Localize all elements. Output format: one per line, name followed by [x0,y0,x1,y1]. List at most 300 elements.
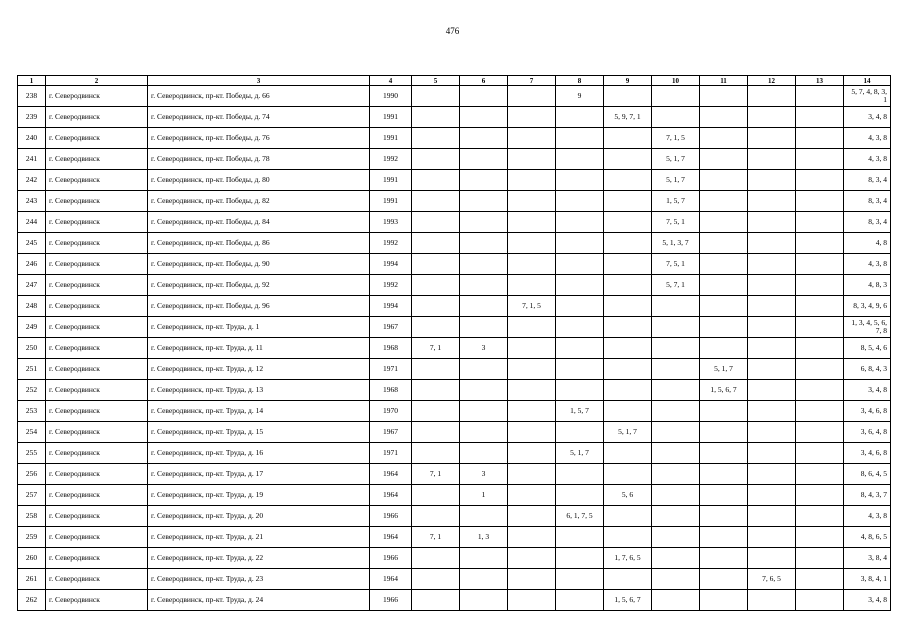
row-number-cell: 249 [18,317,46,338]
city-cell: г. Северодвинск [46,275,148,296]
col10-cell [652,527,700,548]
col11-cell [700,485,748,506]
col5-cell [412,107,460,128]
col7-cell [508,212,556,233]
year-cell: 1968 [370,380,412,401]
col5-cell: 7, 1 [412,338,460,359]
col10-cell: 1, 5, 7 [652,191,700,212]
col6-cell: 1 [460,485,508,506]
col7-cell [508,422,556,443]
col6-cell [460,149,508,170]
address-cell: г. Северодвинск, пр-кт. Победы, д. 86 [148,233,370,254]
col10-cell [652,569,700,590]
col5-cell [412,191,460,212]
col9-cell [604,380,652,401]
col8-cell [556,569,604,590]
col6-cell [460,317,508,338]
col7-cell [508,548,556,569]
col7-cell [508,380,556,401]
column-header: 11 [700,76,748,86]
city-cell: г. Северодвинск [46,107,148,128]
col11-cell [700,569,748,590]
col7-cell [508,170,556,191]
col13-cell [796,401,844,422]
year-cell: 1964 [370,569,412,590]
col9-cell [604,527,652,548]
table-row [18,401,891,422]
col5-cell [412,233,460,254]
year-cell: 1967 [370,422,412,443]
col14-cell: 8, 3, 4, 9, 6 [844,296,891,317]
row-number-cell: 261 [18,569,46,590]
col9-cell [604,233,652,254]
col14-cell: 4, 8, 6, 5 [844,527,891,548]
col13-cell [796,338,844,359]
col12-cell [748,317,796,338]
col13-cell [796,128,844,149]
table-header-row [18,76,891,86]
col14-cell: 4, 8 [844,233,891,254]
col14-cell: 8, 4, 3, 7 [844,485,891,506]
table-row [18,485,891,506]
col8-cell [556,485,604,506]
col14-cell: 4, 8, 3 [844,275,891,296]
col12-cell [748,212,796,233]
table-row [18,569,891,590]
col10-cell: 5, 1, 7 [652,149,700,170]
table-row [18,422,891,443]
col5-cell [412,569,460,590]
col7-cell [508,191,556,212]
row-number-cell: 244 [18,212,46,233]
address-cell: г. Северодвинск, пр-кт. Труда, д. 12 [148,359,370,380]
col6-cell [460,506,508,527]
city-cell: г. Северодвинск [46,233,148,254]
col8-cell [556,107,604,128]
col5-cell [412,443,460,464]
col13-cell [796,275,844,296]
year-cell: 1964 [370,485,412,506]
col6-cell: 1, 3 [460,527,508,548]
row-number-cell: 260 [18,548,46,569]
col11-cell [700,254,748,275]
col5-cell [412,506,460,527]
col6-cell [460,107,508,128]
col5-cell [412,149,460,170]
col13-cell [796,296,844,317]
col8-cell: 6, 1, 7, 5 [556,506,604,527]
column-header: 5 [412,76,460,86]
col10-cell [652,590,700,611]
table-row [18,212,891,233]
col13-cell [796,548,844,569]
year-cell: 1993 [370,212,412,233]
city-cell: г. Северодвинск [46,380,148,401]
col8-cell [556,422,604,443]
city-cell: г. Северодвинск [46,443,148,464]
col5-cell [412,212,460,233]
col11-cell [700,86,748,107]
col13-cell [796,590,844,611]
address-cell: г. Северодвинск, пр-кт. Победы, д. 92 [148,275,370,296]
row-number-cell: 246 [18,254,46,275]
col13-cell [796,107,844,128]
col14-cell: 3, 4, 8 [844,380,891,401]
year-cell: 1991 [370,191,412,212]
col6-cell [460,380,508,401]
col5-cell [412,548,460,569]
col11-cell [700,107,748,128]
col12-cell [748,401,796,422]
table-row [18,107,891,128]
col7-cell [508,464,556,485]
city-cell: г. Северодвинск [46,86,148,107]
col12-cell [748,275,796,296]
col11-cell [700,590,748,611]
address-cell: г. Северодвинск, пр-кт. Труда, д. 17 [148,464,370,485]
year-cell: 1994 [370,254,412,275]
col8-cell: 5, 1, 7 [556,443,604,464]
address-cell: г. Северодвинск, пр-кт. Победы, д. 84 [148,212,370,233]
page-number: 476 [445,26,460,36]
row-number-cell: 259 [18,527,46,548]
year-cell: 1990 [370,86,412,107]
col14-cell: 3, 6, 4, 8 [844,422,891,443]
table-row [18,149,891,170]
col11-cell [700,128,748,149]
col13-cell [796,254,844,275]
col11-cell [700,212,748,233]
col8-cell [556,590,604,611]
col7-cell [508,338,556,359]
city-cell: г. Северодвинск [46,569,148,590]
year-cell: 1991 [370,107,412,128]
row-number-cell: 247 [18,275,46,296]
col6-cell [460,86,508,107]
col11-cell [700,443,748,464]
col13-cell [796,527,844,548]
col8-cell [556,191,604,212]
col9-cell [604,170,652,191]
col7-cell [508,401,556,422]
year-cell: 1992 [370,149,412,170]
address-cell: г. Северодвинск, пр-кт. Труда, д. 23 [148,569,370,590]
col7-cell [508,86,556,107]
col5-cell [412,380,460,401]
col14-cell: 4, 3, 8 [844,506,891,527]
col8-cell [556,254,604,275]
col8-cell [556,548,604,569]
col9-cell [604,275,652,296]
table-body [18,86,891,611]
col11-cell [700,149,748,170]
col14-cell: 8, 3, 4 [844,191,891,212]
col11-cell: 5, 1, 7 [700,359,748,380]
table-row [18,380,891,401]
col9-cell [604,254,652,275]
col8-cell [556,128,604,149]
col7-cell [508,506,556,527]
column-header: 9 [604,76,652,86]
col5-cell: 7, 1 [412,527,460,548]
col13-cell [796,569,844,590]
address-cell: г. Северодвинск, пр-кт. Победы, д. 76 [148,128,370,149]
col12-cell [748,590,796,611]
year-cell: 1994 [370,296,412,317]
col6-cell [460,359,508,380]
city-cell: г. Северодвинск [46,170,148,191]
col11-cell [700,170,748,191]
column-header: 3 [148,76,370,86]
table-row [18,296,891,317]
row-number-cell: 239 [18,107,46,128]
city-cell: г. Северодвинск [46,548,148,569]
col7-cell [508,443,556,464]
col12-cell [748,296,796,317]
col7-cell [508,275,556,296]
col12-cell [748,485,796,506]
col14-cell: 3, 8, 4, 1 [844,569,891,590]
col13-cell [796,149,844,170]
buildings-table [17,75,891,611]
row-number-cell: 245 [18,233,46,254]
col13-cell [796,359,844,380]
year-cell: 1968 [370,338,412,359]
col13-cell [796,317,844,338]
col5-cell [412,590,460,611]
col10-cell [652,401,700,422]
col5-cell: 7, 1 [412,464,460,485]
col10-cell [652,422,700,443]
col13-cell [796,170,844,191]
row-number-cell: 251 [18,359,46,380]
col6-cell [460,401,508,422]
col11-cell [700,275,748,296]
col6-cell: 3 [460,338,508,359]
year-cell: 1991 [370,170,412,191]
column-header: 14 [844,76,891,86]
year-cell: 1966 [370,506,412,527]
table-row [18,275,891,296]
year-cell: 1970 [370,401,412,422]
col5-cell [412,86,460,107]
col13-cell [796,191,844,212]
year-cell: 1966 [370,590,412,611]
city-cell: г. Северодвинск [46,338,148,359]
col8-cell [556,149,604,170]
col12-cell [748,464,796,485]
address-cell: г. Северодвинск, пр-кт. Победы, д. 80 [148,170,370,191]
col8-cell [556,296,604,317]
col14-cell: 8, 5, 4, 6 [844,338,891,359]
col9-cell [604,338,652,359]
col12-cell [748,107,796,128]
col12-cell [748,443,796,464]
col7-cell [508,485,556,506]
col9-cell [604,212,652,233]
col14-cell: 4, 3, 8 [844,149,891,170]
col12-cell [748,359,796,380]
column-header: 4 [370,76,412,86]
col10-cell: 7, 5, 1 [652,254,700,275]
col5-cell [412,254,460,275]
col9-cell [604,149,652,170]
col5-cell [412,485,460,506]
column-header: 2 [46,76,148,86]
table-row [18,506,891,527]
table-row [18,359,891,380]
address-cell: г. Северодвинск, пр-кт. Труда, д. 20 [148,506,370,527]
col10-cell [652,86,700,107]
col10-cell: 5, 7, 1 [652,275,700,296]
city-cell: г. Северодвинск [46,464,148,485]
col8-cell [556,359,604,380]
col5-cell [412,422,460,443]
col9-cell [604,569,652,590]
col13-cell [796,233,844,254]
col13-cell [796,464,844,485]
city-cell: г. Северодвинск [46,191,148,212]
col12-cell [748,128,796,149]
col5-cell [412,359,460,380]
address-cell: г. Северодвинск, пр-кт. Победы, д. 96 [148,296,370,317]
col12-cell [748,233,796,254]
col10-cell [652,485,700,506]
col8-cell [556,275,604,296]
table-row [18,548,891,569]
col14-cell: 5, 7, 4, 8, 3, 1 [844,86,891,107]
table-row [18,317,891,338]
col14-cell: 4, 3, 8 [844,254,891,275]
col11-cell [700,191,748,212]
col8-cell [556,212,604,233]
col10-cell [652,107,700,128]
row-number-cell: 243 [18,191,46,212]
col14-cell: 1, 3, 4, 5, 6, 7, 8 [844,317,891,338]
col10-cell [652,443,700,464]
year-cell: 1991 [370,128,412,149]
col9-cell [604,296,652,317]
address-cell: г. Северодвинск, пр-кт. Труда, д. 19 [148,485,370,506]
row-number-cell: 248 [18,296,46,317]
col12-cell [748,422,796,443]
col14-cell: 3, 4, 8 [844,107,891,128]
address-cell: г. Северодвинск, пр-кт. Труда, д. 16 [148,443,370,464]
col6-cell [460,191,508,212]
col7-cell [508,359,556,380]
city-cell: г. Северодвинск [46,254,148,275]
col9-cell: 5, 6 [604,485,652,506]
city-cell: г. Северодвинск [46,317,148,338]
col11-cell [700,464,748,485]
col12-cell [748,506,796,527]
col6-cell [460,296,508,317]
table-row [18,338,891,359]
col6-cell [460,254,508,275]
address-cell: г. Северодвинск, пр-кт. Победы, д. 74 [148,107,370,128]
address-cell: г. Северодвинск, пр-кт. Победы, д. 78 [148,149,370,170]
row-number-cell: 254 [18,422,46,443]
col8-cell [556,380,604,401]
col13-cell [796,86,844,107]
col6-cell [460,233,508,254]
col14-cell: 8, 3, 4 [844,212,891,233]
col10-cell [652,464,700,485]
col7-cell [508,107,556,128]
col11-cell [700,401,748,422]
table-row [18,527,891,548]
col7-cell [508,569,556,590]
col11-cell [700,527,748,548]
row-number-cell: 258 [18,506,46,527]
col12-cell [748,191,796,212]
address-cell: г. Северодвинск, пр-кт. Победы, д. 90 [148,254,370,275]
col5-cell [412,128,460,149]
address-cell: г. Северодвинск, пр-кт. Труда, д. 15 [148,422,370,443]
row-number-cell: 238 [18,86,46,107]
row-number-cell: 255 [18,443,46,464]
col12-cell [748,170,796,191]
col12-cell: 7, 6, 5 [748,569,796,590]
table-row [18,128,891,149]
row-number-cell: 257 [18,485,46,506]
col12-cell [748,86,796,107]
col14-cell: 3, 4, 8 [844,590,891,611]
city-cell: г. Северодвинск [46,296,148,317]
col9-cell [604,506,652,527]
col7-cell [508,254,556,275]
address-cell: г. Северодвинск, пр-кт. Труда, д. 1 [148,317,370,338]
col11-cell [700,548,748,569]
table-row [18,86,891,107]
col12-cell [748,149,796,170]
col12-cell [748,380,796,401]
city-cell: г. Северодвинск [46,212,148,233]
city-cell: г. Северодвинск [46,527,148,548]
col13-cell [796,506,844,527]
col8-cell: 1, 5, 7 [556,401,604,422]
city-cell: г. Северодвинск [46,359,148,380]
city-cell: г. Северодвинск [46,128,148,149]
year-cell: 1964 [370,527,412,548]
col14-cell: 8, 6, 4, 5 [844,464,891,485]
col9-cell [604,464,652,485]
col6-cell [460,422,508,443]
row-number-cell: 252 [18,380,46,401]
col11-cell [700,296,748,317]
col8-cell [556,338,604,359]
col7-cell [508,317,556,338]
col13-cell [796,212,844,233]
row-number-cell: 240 [18,128,46,149]
col14-cell: 3, 4, 6, 8 [844,401,891,422]
year-cell: 1967 [370,317,412,338]
col7-cell: 7, 1, 5 [508,296,556,317]
year-cell: 1971 [370,359,412,380]
col10-cell [652,359,700,380]
col6-cell [460,170,508,191]
col11-cell [700,506,748,527]
col6-cell [460,443,508,464]
col7-cell [508,128,556,149]
year-cell: 1966 [370,548,412,569]
col5-cell [412,401,460,422]
col10-cell [652,548,700,569]
address-cell: г. Северодвинск, пр-кт. Победы, д. 82 [148,191,370,212]
table-row [18,170,891,191]
col8-cell [556,464,604,485]
col10-cell [652,506,700,527]
